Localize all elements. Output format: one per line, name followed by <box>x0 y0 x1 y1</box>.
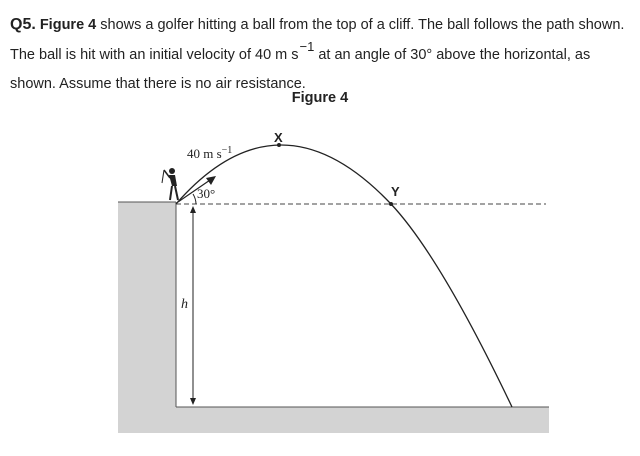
question-body-part1: shows a golfer hitting a ball from the top of a cliff. The ball follows the path shown. The ball is hit with an initial velocity of 40 m s <box>10 17 625 63</box>
figure-caption: Figure 4 <box>291 90 349 106</box>
question-body-part2: at an angle of 30° above the horizontal, as shown. Assume that there is no air resistance. <box>10 47 591 92</box>
velocity-arrowhead <box>206 176 216 185</box>
trajectory-path <box>176 145 512 407</box>
cliff-shape <box>118 202 549 433</box>
question-number: Q5. <box>10 16 36 33</box>
golfer-icon <box>162 168 178 200</box>
velocity-label: 40 m $s^{-1}$ <box>187 145 233 161</box>
point-x-label: X <box>274 130 283 145</box>
height-label: h <box>181 297 188 312</box>
angle-arc <box>193 194 196 204</box>
angle-label: 30° <box>197 186 216 201</box>
height-arrow-bottom <box>190 398 196 405</box>
height-arrow-top <box>190 206 196 213</box>
point-y-label: Y <box>391 184 400 199</box>
figure-reference: Figure 4 <box>39 17 97 33</box>
unit-exponent: −1 <box>299 39 315 54</box>
point-y-dot <box>389 202 393 206</box>
